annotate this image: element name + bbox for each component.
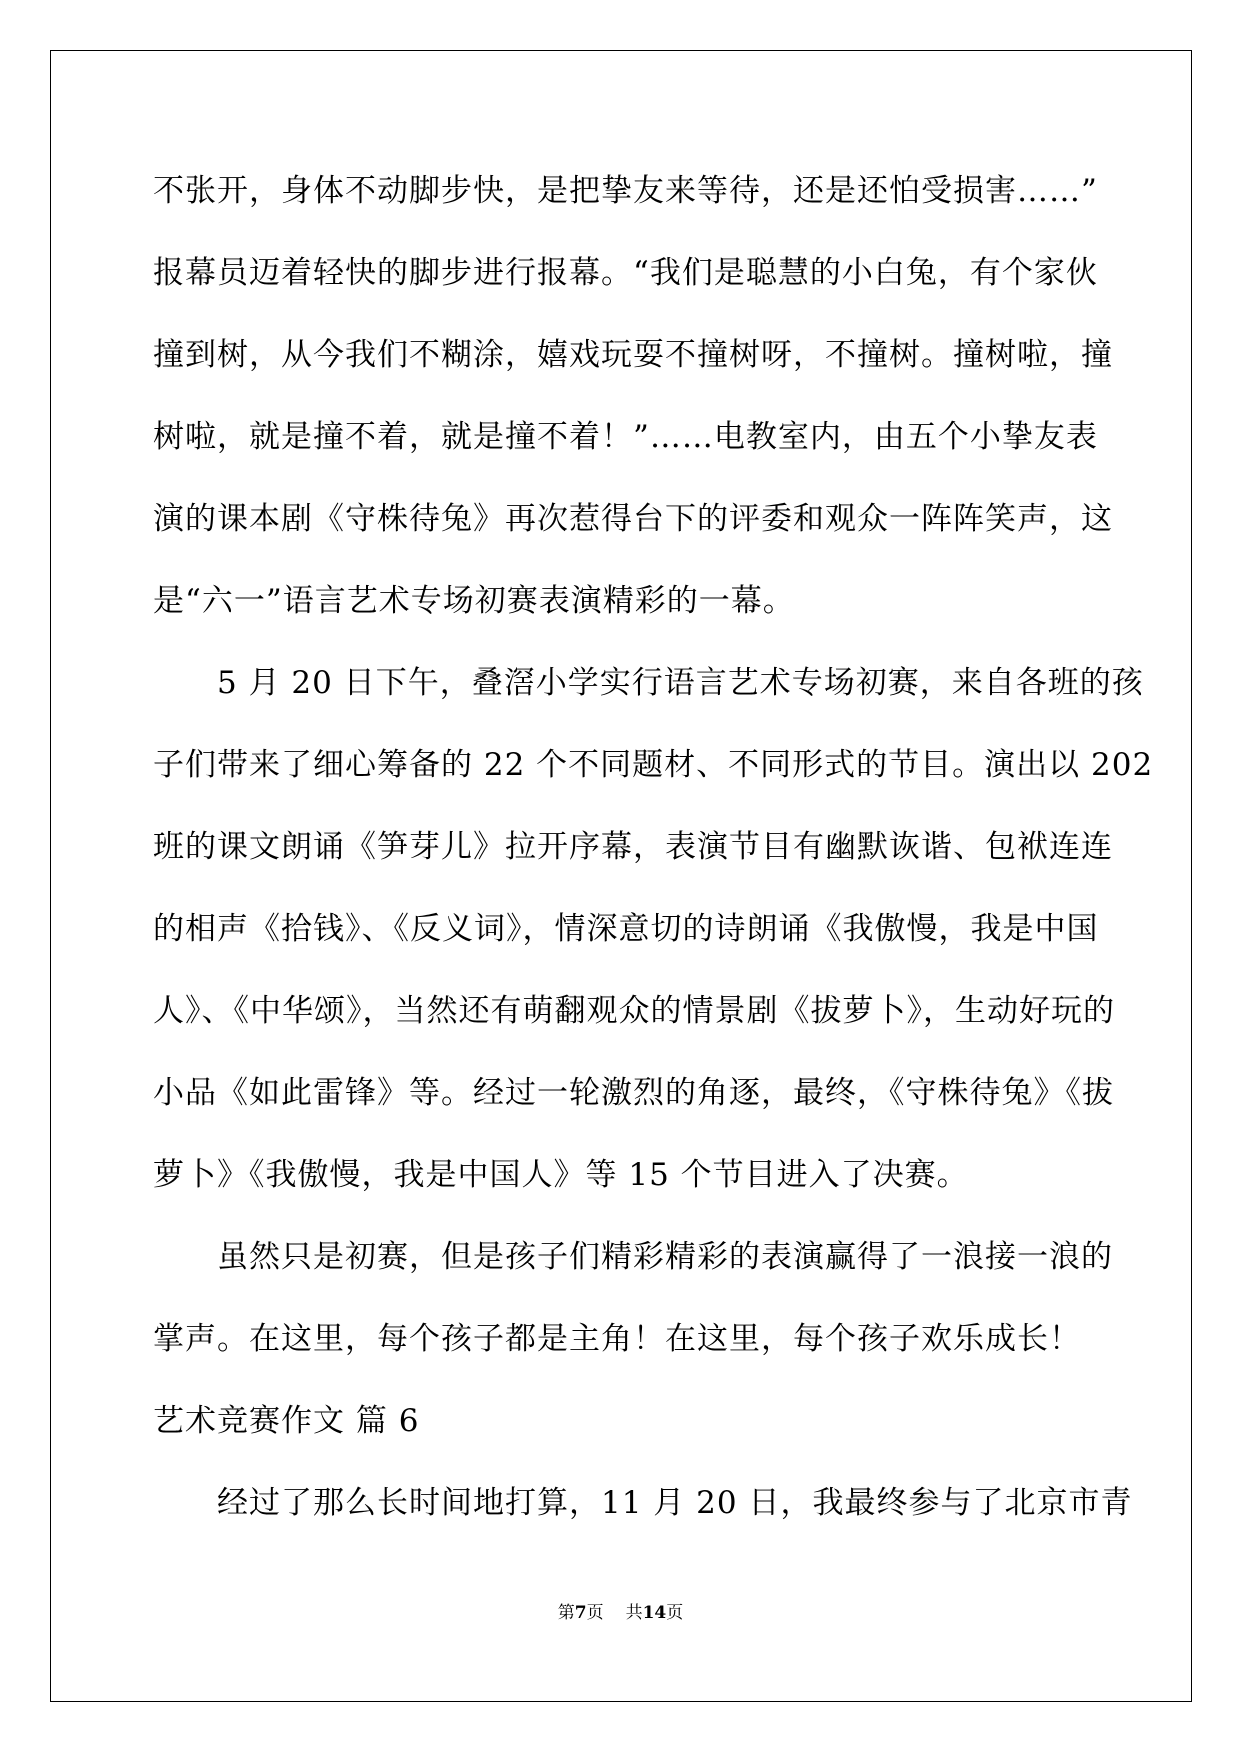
text-line: 的相声《拾钱》、《反义词》，情深意切的诗朗诵《我傲慢，我是中国: [153, 911, 1099, 947]
footer-total-prefix: 共: [625, 1603, 643, 1623]
paragraph-1: [153, 150, 1113, 642]
footer-page-prefix: 第: [557, 1603, 575, 1623]
footer-total-pages: 14: [642, 1603, 667, 1623]
text-line: 撞到树，从今我们不糊涂，嬉戏玩耍不撞树呀，不撞树。撞树啦，撞: [153, 337, 1113, 373]
text-line: 小品《如此雷锋》等。经过一轮激烈的角逐，最终，《守株待兔》《拔: [153, 1075, 1114, 1111]
text-line: 子们带来了细心筹备的 22 个不同题材、不同形式的节目。演出以 202: [153, 747, 1154, 783]
document-body: [153, 150, 1154, 1544]
text-line: 树啦，就是撞不着，就是撞不着！”……电教室内，由五个小挚友表: [153, 419, 1098, 455]
paragraph-4: [153, 1462, 1133, 1544]
paragraph-3: [153, 1216, 1113, 1380]
section-heading: 艺术竞赛作文 篇 6: [153, 1403, 420, 1439]
page-footer: [0, 1598, 1241, 1623]
text-line: 萝卜》《我傲慢，我是中国人》等 15 个节目进入了决赛。: [153, 1157, 969, 1193]
text-line: 虽然只是初赛，但是孩子们精彩精彩的表演赢得了一浪接一浪的: [217, 1239, 1113, 1275]
text-line: 人》、《中华颂》，当然还有萌翻观众的情景剧《拔萝卜》，生动好玩的: [153, 993, 1115, 1029]
text-line: 不张开，身体不动脚步快，是把挚友来等待，还是还怕受损害……”: [153, 173, 1098, 209]
footer-page-number: 7: [574, 1603, 587, 1623]
text-line: 掌声。在这里，每个孩子都是主角！在这里，每个孩子欢乐成长！: [153, 1321, 1081, 1357]
text-line: 演的课本剧《守株待兔》再次惹得台下的评委和观众一阵阵笑声，这: [153, 501, 1113, 537]
text-line: 是“六一”语言艺术专场初赛表演精彩的一幕。: [153, 583, 795, 619]
footer-total-suffix: 页: [666, 1603, 684, 1623]
footer-page-suffix: 页: [586, 1603, 604, 1623]
text-line: 5 月 20 日下午，叠滘小学实行语言艺术专场初赛，来自各班的孩: [217, 665, 1144, 701]
text-line: 班的课文朗诵《笋芽儿》拉开序幕，表演节目有幽默诙谐、包袱连连: [153, 829, 1113, 865]
text-line: 经过了那么长时间地打算，11 月 20 日，我最终参与了北京市青: [217, 1485, 1133, 1521]
text-line: 报幕员迈着轻快的脚步进行报幕。“我们是聪慧的小白兔，有个家伙: [153, 255, 1098, 291]
paragraph-2: [153, 642, 1154, 1216]
